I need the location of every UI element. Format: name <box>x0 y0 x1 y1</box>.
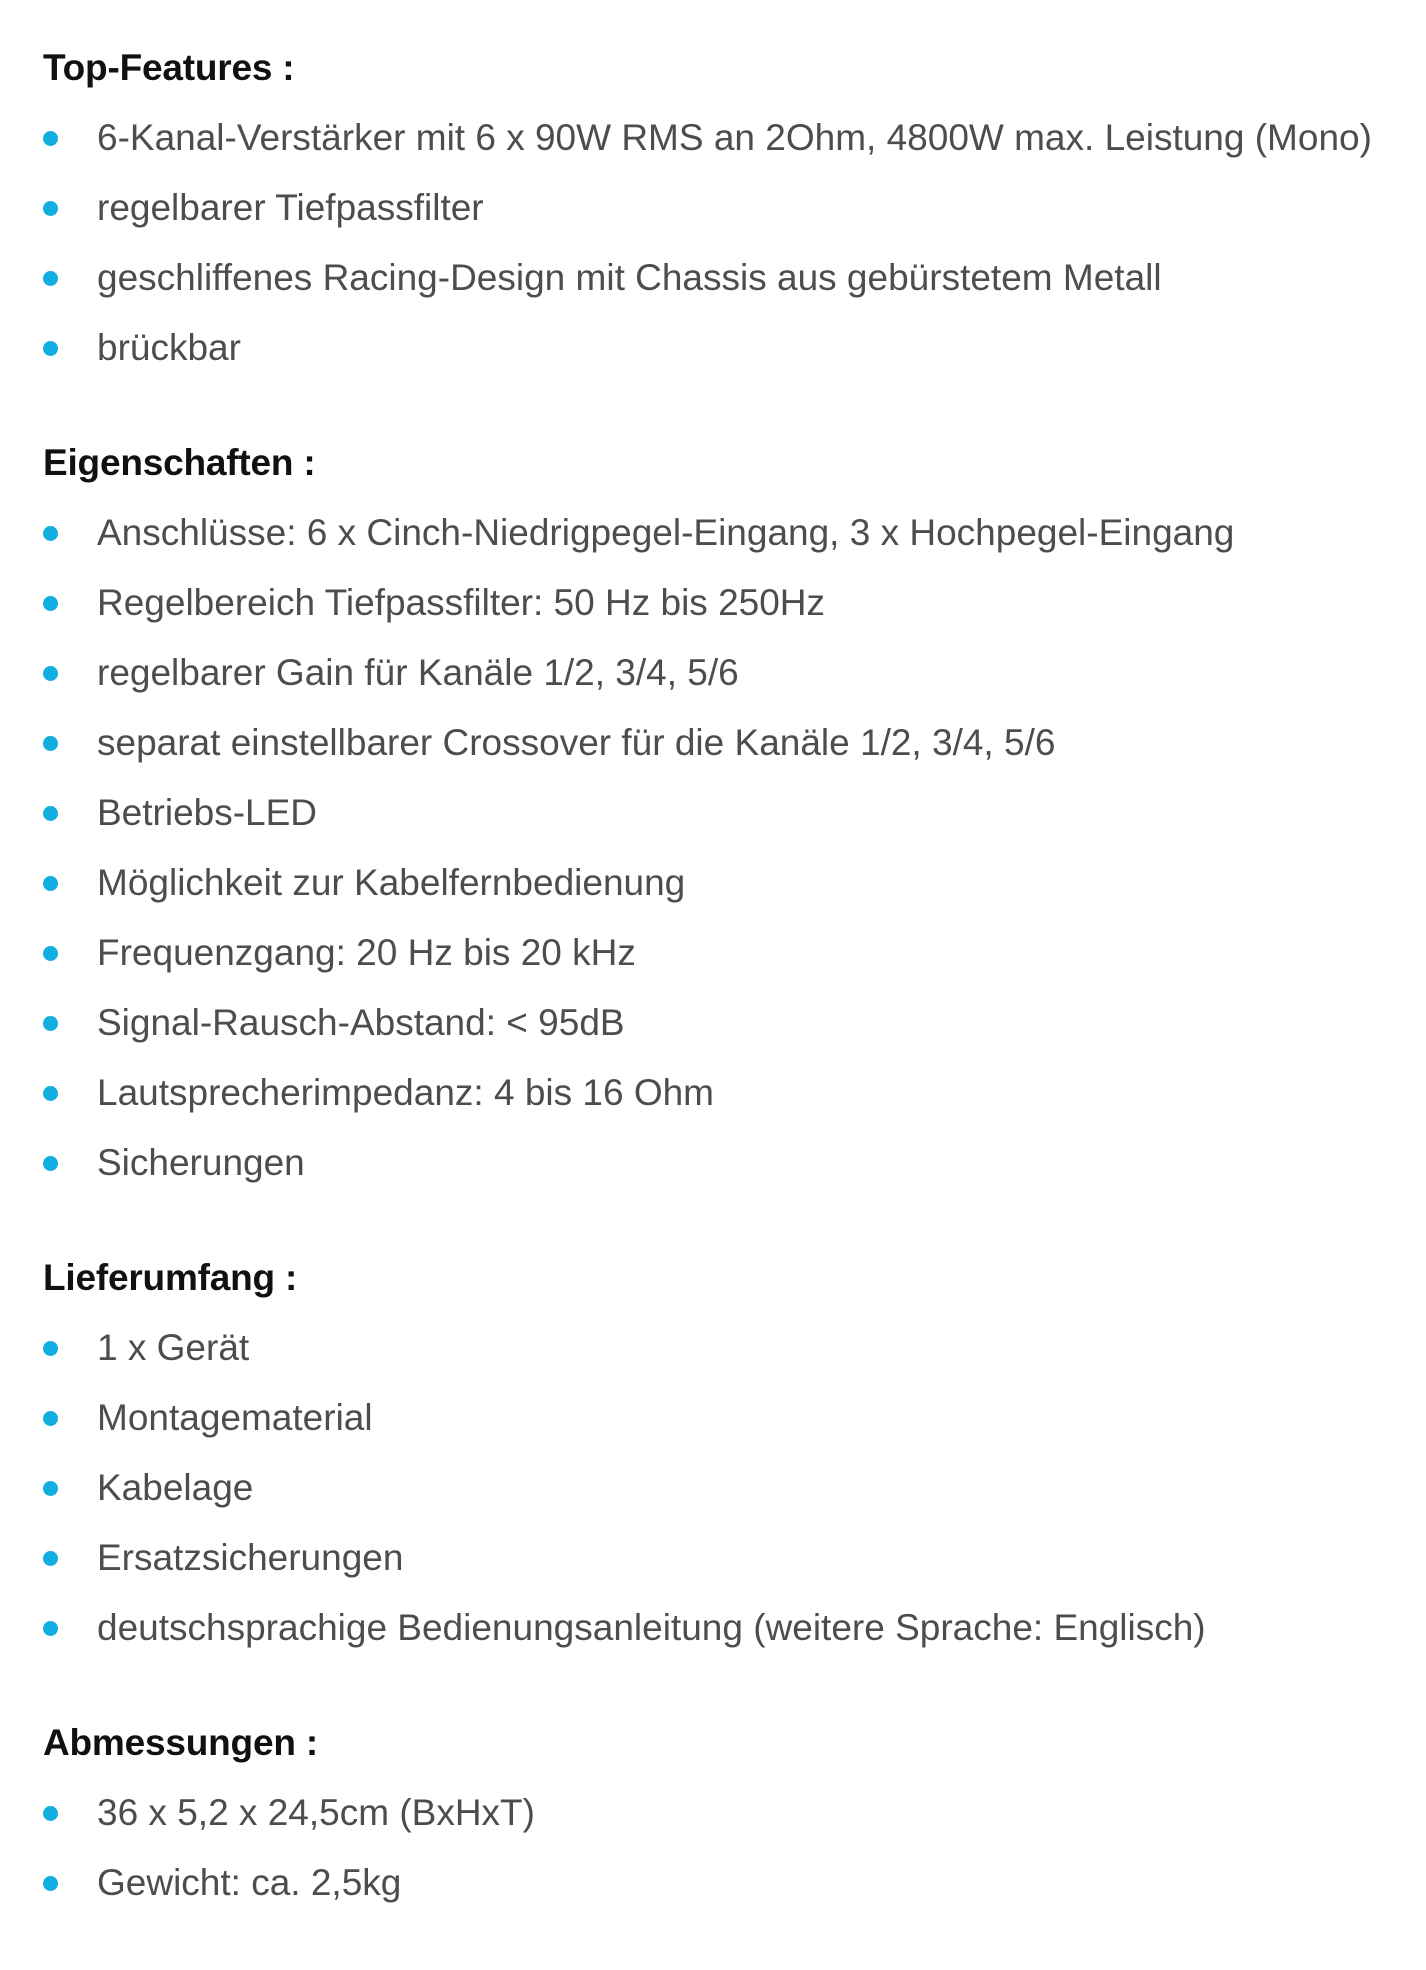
bullet-icon <box>43 946 58 961</box>
section-top-features <box>43 40 1406 383</box>
list-item-text: deutschsprachige Bedienungsanleitung (weitere Sprache: Englisch) <box>97 1607 1206 1648</box>
bullet-icon <box>43 271 58 286</box>
list-item-text: 6-Kanal-Verstärker mit 6 x 90W RMS an 2Ohm, 4800W max. Leistung (Mono) <box>97 117 1372 158</box>
section-title-abmessungen: Abmessungen : <box>43 1722 318 1763</box>
bullet-icon <box>43 1551 58 1566</box>
eigenschaften-list <box>43 498 1406 1198</box>
list-item <box>43 1128 1406 1198</box>
list-item <box>43 848 1406 918</box>
section-abmessungen <box>43 1715 1406 1918</box>
list-item <box>43 988 1406 1058</box>
list-item <box>43 243 1406 313</box>
list-item <box>43 1383 1406 1453</box>
list-item-text: geschliffenes Racing-Design mit Chassis aus gebürstetem Metall <box>97 257 1162 298</box>
list-item-text: Ersatzsicherungen <box>97 1537 404 1578</box>
list-item-text: Lautsprecherimpedanz: 4 bis 16 Ohm <box>97 1072 715 1113</box>
bullet-icon <box>43 806 58 821</box>
list-item-text: Signal-Rausch-Abstand: < 95dB <box>97 1002 625 1043</box>
abmessungen-list <box>43 1778 1406 1918</box>
list-item-text: regelbarer Tiefpassfilter <box>97 187 484 228</box>
list-item-text: Möglichkeit zur Kabelfernbedienung <box>97 862 686 903</box>
list-item <box>43 313 1406 383</box>
bullet-icon <box>43 131 58 146</box>
section-lieferumfang <box>43 1250 1406 1663</box>
list-item-text: Kabelage <box>97 1467 254 1508</box>
bullet-icon <box>43 596 58 611</box>
list-item <box>43 918 1406 988</box>
bullet-icon <box>43 341 58 356</box>
bullet-icon <box>43 1806 58 1821</box>
bullet-icon <box>43 526 58 541</box>
list-item <box>43 1313 1406 1383</box>
list-item-text: separat einstellbarer Crossover für die Kanäle 1/2, 3/4, 5/6 <box>97 722 1056 763</box>
bullet-icon <box>43 1341 58 1356</box>
section-title-lieferumfang: Lieferumfang : <box>43 1257 298 1298</box>
product-details <box>43 40 1406 1970</box>
list-item-text: Frequenzgang: 20 Hz bis 20 kHz <box>97 932 636 973</box>
list-item-text: Regelbereich Tiefpassfilter: 50 Hz bis 250Hz <box>97 582 826 623</box>
list-item <box>43 778 1406 848</box>
list-item <box>43 1058 1406 1128</box>
section-eigenschaften <box>43 435 1406 1198</box>
list-item <box>43 638 1406 708</box>
list-item-text: Betriebs-LED <box>97 792 318 833</box>
list-item <box>43 1848 1406 1918</box>
list-item-text: regelbarer Gain für Kanäle 1/2, 3/4, 5/6 <box>97 652 739 693</box>
bullet-icon <box>43 1621 58 1636</box>
list-item-text: Sicherungen <box>97 1142 305 1183</box>
bullet-icon <box>43 1016 58 1031</box>
list-item <box>43 173 1406 243</box>
list-item-text: Gewicht: ca. 2,5kg <box>97 1862 402 1903</box>
list-item-text: 36 x 5,2 x 24,5cm (BxHxT) <box>97 1792 535 1833</box>
top-features-list <box>43 103 1406 383</box>
bullet-icon <box>43 201 58 216</box>
list-item <box>43 708 1406 778</box>
bullet-icon <box>43 1156 58 1171</box>
bullet-icon <box>43 876 58 891</box>
bullet-icon <box>43 1876 58 1891</box>
bullet-icon <box>43 666 58 681</box>
list-item-text: Montagematerial <box>97 1397 373 1438</box>
bullet-icon <box>43 1481 58 1496</box>
list-item-text: 1 x Gerät <box>97 1327 250 1368</box>
list-item <box>43 498 1406 568</box>
list-item <box>43 1778 1406 1848</box>
list-item-text: Anschlüsse: 6 x Cinch-Niedrigpegel-Eingang, 3 x Hochpegel-Eingang <box>97 512 1235 553</box>
list-item-text: brückbar <box>97 327 241 368</box>
lieferumfang-list <box>43 1313 1406 1663</box>
section-title-top-features: Top-Features : <box>43 47 295 88</box>
list-item <box>43 1523 1406 1593</box>
list-item <box>43 1453 1406 1523</box>
section-title-eigenschaften: Eigenschaften : <box>43 442 316 483</box>
bullet-icon <box>43 1086 58 1101</box>
list-item <box>43 1593 1406 1663</box>
list-item <box>43 103 1406 173</box>
bullet-icon <box>43 1411 58 1426</box>
list-item <box>43 568 1406 638</box>
bullet-icon <box>43 736 58 751</box>
